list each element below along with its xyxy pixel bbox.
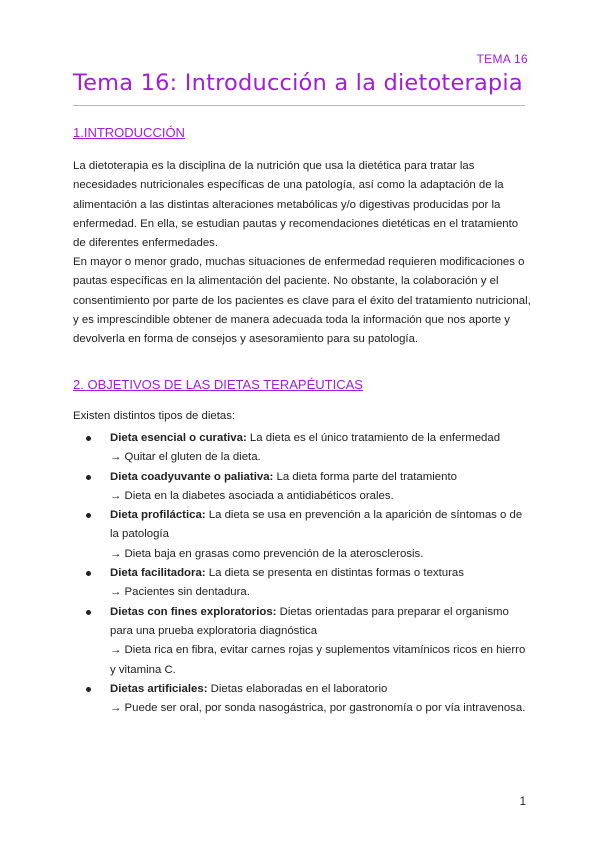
item-title: Dieta profiláctica: <box>110 509 206 522</box>
page-title: Tema 16: Introducción a la dietoterapia <box>73 70 523 96</box>
item-text: La dieta se usa en prevención a la aparición de síntomas o de la patología <box>110 509 523 541</box>
item-text: La dieta forma parte del tratamiento <box>273 470 457 483</box>
section-heading-objetivos: 2. OBJETIVOS DE LAS DIETAS TERAPÉUTICAS <box>73 377 363 392</box>
item-title: Dieta esencial o curativa: <box>110 432 247 444</box>
title-divider <box>73 105 525 106</box>
item-title: Dietas con fines exploratorios: <box>110 605 277 618</box>
item-example: → Dieta baja en grasas como prevención de la aterosclerosis. <box>110 547 424 560</box>
intro-paragraph-2: En mayor o menor grado, muchas situaciones de enfermedad requieren modificaciones o pautas específicas en la alimentación del paciente. No obstante, la colaboración y el consentimiento por parte de los pacientes es clave para el éxito del tratamiento nutricional, y es imprescindible obtener de manera adecuada toda la información que nos aporte y devolverla en forma de consejos y asesoramiento para su patología. <box>73 256 531 346</box>
item-title: Dietas artificiales: <box>110 682 208 695</box>
item-example: → Quitar el gluten de la dieta. <box>110 451 261 464</box>
diet-types-list <box>73 429 533 718</box>
intro-paragraph-1: La dietoterapia es la disciplina de la nutrición que usa la dietética para tratar las necesidades nutricionales específicas de una patología, así como la adaptación de la alimentación a las distintas alteraciones metabólicas y/o digestivas producidas por la enfermedad. En ella, se estudian pautas y recomendaciones dietéticas en el tratamiento de diferentes enfermedades. <box>73 160 519 250</box>
list-item <box>73 468 533 507</box>
bullet-icon <box>86 687 91 692</box>
item-title: Dieta coadyuvante o paliativa: <box>110 470 274 483</box>
item-example: → Dieta rica en fibra, evitar carnes rojas y suplementos vitamínicos ricos en hierro y vitamina C. <box>110 644 526 676</box>
list-item <box>73 506 533 564</box>
list-item <box>73 564 533 603</box>
list-item <box>73 603 533 680</box>
bullet-icon <box>86 571 91 576</box>
item-text: La dieta es el único tratamiento de la enfermedad <box>246 432 501 444</box>
item-text: Dietas elaboradas en el laboratorio <box>207 682 388 695</box>
page-number: 1 <box>519 796 526 808</box>
header-tag: TEMA 16 <box>476 52 528 66</box>
bullet-icon <box>86 436 91 441</box>
bullet-icon <box>86 610 91 615</box>
item-example: → Dieta en la diabetes asociada a antidiabéticos orales. <box>110 489 394 502</box>
item-title: Dieta facilitadora: <box>110 567 206 580</box>
section-heading-introduccion: 1.INTRODUCCIÓN <box>73 125 185 140</box>
item-example: → Pacientes sin dentadura. <box>110 586 250 599</box>
list-item <box>73 429 533 468</box>
bullet-icon <box>86 513 91 518</box>
list-item <box>73 680 533 719</box>
diet-types-intro: Existen distintos tipos de dietas: <box>73 410 236 422</box>
item-example: → Puede ser oral, por sonda nasogástrica, por gastronomía o por vía intravenosa. <box>110 702 526 715</box>
item-text: La dieta se presenta en distintas formas o texturas <box>205 567 464 580</box>
bullet-icon <box>86 475 91 480</box>
item-text: Dietas orientadas para preparar el organismo para una prueba exploratoria diagnóstica <box>110 605 509 637</box>
